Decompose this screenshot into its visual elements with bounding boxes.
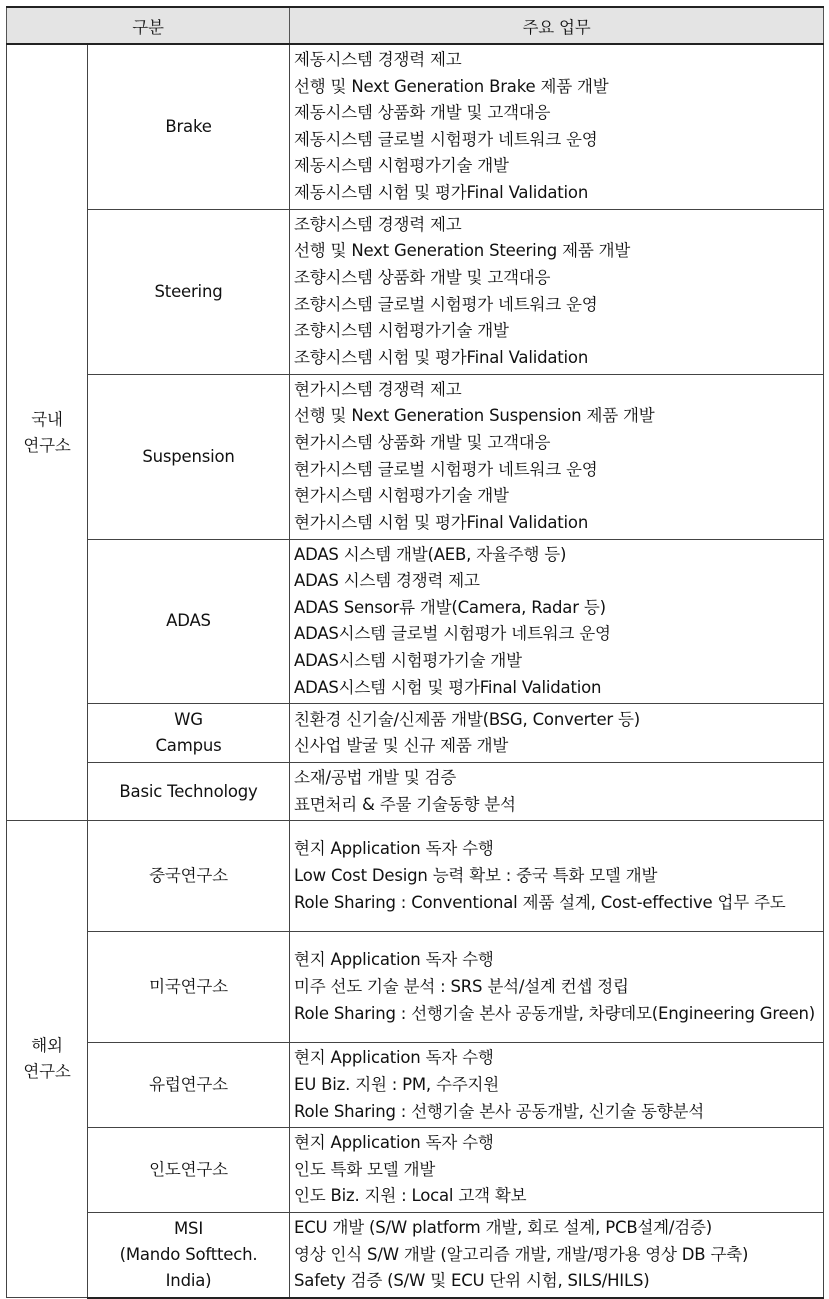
table-row bbox=[7, 821, 824, 932]
duties-cell bbox=[290, 539, 824, 704]
duties-cell bbox=[290, 704, 824, 763]
duties-cell bbox=[290, 932, 824, 1043]
duty-item: 선행 및 Next Generation Brake 제품 개발 bbox=[294, 76, 609, 96]
duty-item: 인도 특화 모델 개발 bbox=[294, 1159, 436, 1179]
duties-cell bbox=[290, 1128, 824, 1213]
subcategory-msi bbox=[88, 1213, 290, 1298]
duty-item: Safety 검증 (S/W 및 ECU 단위 시험, SILS/HILS) bbox=[294, 1271, 650, 1291]
duty-item: 미주 선도 기술 분석 : SRS 분석/설계 컨셉 정립 bbox=[294, 977, 629, 997]
duty-item: 현가시스템 시험평가기술 개발 bbox=[294, 486, 509, 506]
duty-item: ADAS시스템 시험평가기술 개발 bbox=[294, 650, 522, 670]
duty-item: 현지 Application 독자 수행 bbox=[294, 1133, 494, 1153]
region-label: 국내 bbox=[31, 409, 63, 429]
duty-item: 현지 Application 독자 수행 bbox=[294, 950, 494, 970]
duties-cell bbox=[290, 44, 824, 209]
duty-item: 영상 인식 S/W 개발 (알고리즘 개발, 개발/평가용 영상 DB 구축) bbox=[294, 1244, 749, 1264]
header-category: 구분 bbox=[7, 7, 290, 44]
duty-item: 제동시스템 경쟁력 제고 bbox=[294, 50, 462, 69]
duties-cell bbox=[290, 209, 824, 374]
subcategory-steering: Steering bbox=[88, 209, 290, 374]
duty-item: 제동시스템 글로벌 시험평가 네트워크 운영 bbox=[294, 129, 598, 149]
subcategory-wg-campus bbox=[88, 704, 290, 763]
duty-item: 표면처리 & 주물 기술동향 분석 bbox=[294, 794, 516, 814]
duty-item: 조향시스템 시험평가기술 개발 bbox=[294, 321, 509, 341]
duty-item: ECU 개발 (S/W platform 개발, 회로 설계, PCB설계/검증) bbox=[294, 1218, 712, 1238]
duty-item: EU Biz. 지원 : PM, 수주지원 bbox=[294, 1074, 499, 1094]
duty-item: 제동시스템 시험 및 평가Final Validation bbox=[294, 182, 589, 202]
duty-item: 현지 Application 독자 수행 bbox=[294, 1048, 494, 1068]
duty-item: 신사업 발굴 및 신규 제품 개발 bbox=[294, 736, 509, 756]
subcategory-label: India) bbox=[165, 1270, 212, 1290]
duty-item: ADAS시스템 시험 및 평가Final Validation bbox=[294, 677, 602, 697]
duty-item: 선행 및 Next Generation Suspension 제품 개발 bbox=[294, 406, 655, 426]
duties-cell bbox=[290, 763, 824, 821]
region-domestic bbox=[7, 44, 88, 821]
duties-cell bbox=[290, 1213, 824, 1298]
subcategory-brake: Brake bbox=[88, 44, 290, 209]
duty-item: 선행 및 Next Generation Steering 제품 개발 bbox=[294, 241, 631, 261]
table-row bbox=[7, 44, 824, 209]
subcategory-europe-lab: 유럽연구소 bbox=[88, 1043, 290, 1128]
table-row bbox=[7, 1213, 824, 1298]
duty-item: Role Sharing : 선행기술 본사 공동개발, 차량데모(Engineering Green) bbox=[294, 1003, 816, 1023]
duty-item: 조향시스템 글로벌 시험평가 네트워크 운영 bbox=[294, 294, 598, 314]
duty-item: ADAS시스템 글로벌 시험평가 네트워크 운영 bbox=[294, 624, 611, 644]
duty-item: Role Sharing : 선행기술 본사 공동개발, 신기술 동향분석 bbox=[294, 1101, 704, 1121]
subcategory-china-lab: 중국연구소 bbox=[88, 821, 290, 932]
region-label: 연구소 bbox=[23, 1062, 71, 1082]
subcategory-usa-lab: 미국연구소 bbox=[88, 932, 290, 1043]
subcategory-suspension: Suspension bbox=[88, 374, 290, 539]
table-row bbox=[7, 932, 824, 1043]
duties-cell bbox=[290, 821, 824, 932]
table-header-row bbox=[7, 7, 824, 44]
duty-item: 현가시스템 경쟁력 제고 bbox=[294, 379, 462, 399]
table-row bbox=[7, 1128, 824, 1213]
duty-item: 제동시스템 시험평가기술 개발 bbox=[294, 156, 509, 176]
duty-item: 친환경 신기술/신제품 개발(BSG, Converter 등) bbox=[294, 709, 641, 729]
subcategory-label: WG bbox=[174, 710, 203, 730]
region-label: 해외 bbox=[31, 1036, 63, 1056]
duty-item: 현가시스템 시험 및 평가Final Validation bbox=[294, 512, 589, 532]
rnd-duties-table bbox=[6, 6, 824, 1299]
duty-item: 제동시스템 상품화 개발 및 고객대응 bbox=[294, 103, 551, 123]
table-row bbox=[7, 763, 824, 821]
table-row bbox=[7, 209, 824, 374]
duty-item: ADAS 시스템 경쟁력 제고 bbox=[294, 571, 480, 591]
duty-item: 현지 Application 독자 수행 bbox=[294, 839, 494, 859]
region-label: 연구소 bbox=[23, 435, 71, 455]
duty-item: 조향시스템 상품화 개발 및 고객대응 bbox=[294, 267, 551, 287]
duties-cell bbox=[290, 1043, 824, 1128]
region-overseas bbox=[7, 821, 88, 1298]
table-row bbox=[7, 1043, 824, 1128]
subcategory-basic-technology: Basic Technology bbox=[88, 763, 290, 821]
duty-item: 조향시스템 경쟁력 제고 bbox=[294, 214, 462, 234]
subcategory-label: Campus bbox=[155, 736, 222, 756]
subcategory-india-lab: 인도연구소 bbox=[88, 1128, 290, 1213]
table-row bbox=[7, 374, 824, 539]
duties-cell bbox=[290, 374, 824, 539]
duty-item: Role Sharing : Conventional 제품 설계, Cost-effective 업무 주도 bbox=[294, 892, 786, 912]
duty-item: 현가시스템 상품화 개발 및 고객대응 bbox=[294, 432, 551, 452]
duty-item: ADAS 시스템 개발(AEB, 자율주행 등) bbox=[294, 544, 567, 564]
duty-item: ADAS Sensor류 개발(Camera, Radar 등) bbox=[294, 597, 606, 617]
subcategory-adas: ADAS bbox=[88, 539, 290, 704]
table-row bbox=[7, 704, 824, 763]
subcategory-label: (Mando Softtech. bbox=[119, 1244, 258, 1264]
duty-item: 조향시스템 시험 및 평가Final Validation bbox=[294, 347, 589, 367]
duty-item: 소재/공법 개발 및 검증 bbox=[294, 768, 457, 788]
subcategory-label: MSI bbox=[174, 1218, 203, 1238]
duty-item: 현가시스템 글로벌 시험평가 네트워크 운영 bbox=[294, 459, 598, 479]
table-row bbox=[7, 539, 824, 704]
header-duties: 주요 업무 bbox=[290, 7, 824, 44]
duty-item: Low Cost Design 능력 확보 : 중국 특화 모델 개발 bbox=[294, 866, 658, 886]
duty-item: 인도 Biz. 지원 : Local 고객 확보 bbox=[294, 1186, 527, 1206]
